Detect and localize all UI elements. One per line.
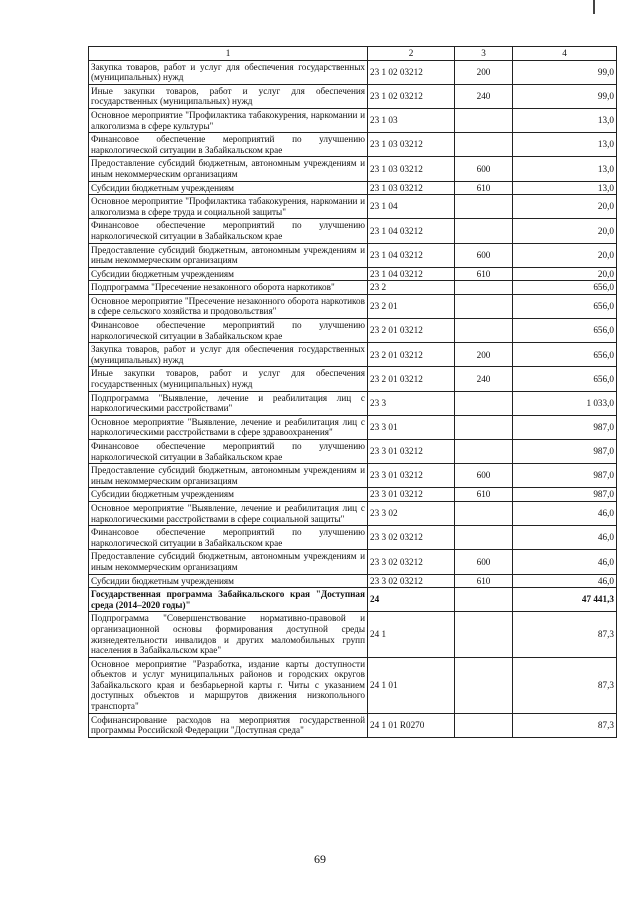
row-amount-cell: 46,0 <box>513 526 617 550</box>
row-name-cell: Подпрограмма "Пресечение незаконного оборота наркотиков" <box>89 281 368 295</box>
row-code-cell: 23 1 04 03212 <box>368 267 455 281</box>
row-code-cell: 23 1 02 03212 <box>368 84 455 108</box>
row-code-cell: 23 1 04 03212 <box>368 219 455 243</box>
row-name-cell: Основное мероприятие "Пресечение незаконного оборота наркотиков в сфере сельского хозяйства и продовольствия" <box>89 294 368 318</box>
row-name-cell: Иные закупки товаров, работ и услуг для обеспечения государственных (муниципальных) нужд <box>89 84 368 108</box>
row-code-cell: 23 2 01 03212 <box>368 319 455 343</box>
row-name-cell: Субсидии бюджетным учреждениям <box>89 181 368 195</box>
table-row <box>89 713 617 737</box>
table-header-row <box>89 47 617 61</box>
row-amount-cell: 1 033,0 <box>513 391 617 415</box>
table-row <box>89 84 617 108</box>
row-name-cell: Основное мероприятие "Выявление, лечение и реабилитация лиц с наркологическими расстройствами в сфере здравоохранения" <box>89 415 368 439</box>
row-type-cell <box>455 281 513 295</box>
row-code-cell: 23 3 01 03212 <box>368 440 455 464</box>
row-code-cell: 23 2 01 <box>368 294 455 318</box>
table-row <box>89 391 617 415</box>
table-row <box>89 60 617 84</box>
table-row <box>89 267 617 281</box>
row-type-cell: 610 <box>455 267 513 281</box>
row-code-cell: 24 1 <box>368 612 455 657</box>
table-row <box>89 501 617 525</box>
row-type-cell <box>455 588 513 612</box>
table-row <box>89 657 617 713</box>
row-amount-cell: 987,0 <box>513 440 617 464</box>
row-name-cell: Подпрограмма "Совершенствование нормативно-правовой и организационной основы формирования доступной среды жизнедеятельности инвалидов и других маломобильных групп населения в Забайкальском крае" <box>89 612 368 657</box>
row-name-cell: Субсидии бюджетным учреждениям <box>89 488 368 502</box>
table-row <box>89 219 617 243</box>
row-type-cell: 610 <box>455 574 513 588</box>
row-amount-cell: 46,0 <box>513 550 617 574</box>
row-name-cell: Финансовое обеспечение мероприятий по улучшению наркологической ситуации в Забайкальском крае <box>89 319 368 343</box>
row-name-cell: Предоставление субсидий бюджетным, автономным учреждениям и иным некоммерческим организациям <box>89 464 368 488</box>
row-code-cell: 24 <box>368 588 455 612</box>
row-type-cell <box>455 657 513 713</box>
row-amount-cell: 20,0 <box>513 219 617 243</box>
row-name-cell: Предоставление субсидий бюджетным, автономным учреждениям и иным некоммерческим организациям <box>89 157 368 181</box>
row-type-cell <box>455 526 513 550</box>
row-code-cell: 23 3 02 03212 <box>368 574 455 588</box>
table-row <box>89 526 617 550</box>
row-amount-cell: 20,0 <box>513 267 617 281</box>
row-code-cell: 23 3 01 <box>368 415 455 439</box>
row-name-cell: Государственная программа Забайкальского края "Доступная среда (2014–2020 годы)" <box>89 588 368 612</box>
row-type-cell: 600 <box>455 243 513 267</box>
row-code-cell: 23 3 01 03212 <box>368 488 455 502</box>
row-name-cell: Финансовое обеспечение мероприятий по улучшению наркологической ситуации в Забайкальском крае <box>89 440 368 464</box>
column-header-4: 4 <box>513 47 617 61</box>
row-amount-cell: 46,0 <box>513 501 617 525</box>
table-row <box>89 464 617 488</box>
row-name-cell: Финансовое обеспечение мероприятий по улучшению наркологической ситуации в Забайкальском крае <box>89 526 368 550</box>
row-amount-cell: 87,3 <box>513 713 617 737</box>
row-name-cell: Финансовое обеспечение мероприятий по улучшению наркологической ситуации в Забайкальском крае <box>89 133 368 157</box>
row-amount-cell: 99,0 <box>513 84 617 108</box>
table-row <box>89 588 617 612</box>
row-amount-cell: 13,0 <box>513 108 617 132</box>
row-type-cell <box>455 713 513 737</box>
table-row <box>89 108 617 132</box>
row-code-cell: 23 3 02 03212 <box>368 526 455 550</box>
row-amount-cell: 13,0 <box>513 181 617 195</box>
table-row <box>89 574 617 588</box>
table-row <box>89 181 617 195</box>
row-type-cell <box>455 219 513 243</box>
row-code-cell: 24 1 01 <box>368 657 455 713</box>
row-name-cell: Основное мероприятие "Профилактика табакокурения, наркомании и алкоголизма в сфере культуры" <box>89 108 368 132</box>
row-name-cell: Подпрограмма "Выявление, лечение и реабилитация лиц с наркологическими расстройствами" <box>89 391 368 415</box>
row-name-cell: Субсидии бюджетным учреждениям <box>89 267 368 281</box>
row-code-cell: 23 3 01 03212 <box>368 464 455 488</box>
table-row <box>89 294 617 318</box>
row-amount-cell: 656,0 <box>513 343 617 367</box>
column-header-3: 3 <box>455 47 513 61</box>
row-name-cell: Закупка товаров, работ и услуг для обеспечения государственных (муниципальных) нужд <box>89 60 368 84</box>
page-number: 69 <box>314 852 326 866</box>
row-code-cell: 23 1 03 03212 <box>368 181 455 195</box>
row-type-cell: 200 <box>455 60 513 84</box>
row-amount-cell: 46,0 <box>513 574 617 588</box>
row-code-cell: 23 2 01 03212 <box>368 343 455 367</box>
row-code-cell: 23 1 03 03212 <box>368 157 455 181</box>
table-row <box>89 343 617 367</box>
row-amount-cell: 20,0 <box>513 243 617 267</box>
table-row <box>89 133 617 157</box>
row-type-cell <box>455 195 513 219</box>
table-row <box>89 415 617 439</box>
row-code-cell: 23 3 02 03212 <box>368 550 455 574</box>
row-name-cell: Софинансирование расходов на мероприятия государственной программы Российской Федерации "Доступная среда" <box>89 713 368 737</box>
table-row <box>89 319 617 343</box>
row-name-cell: Субсидии бюджетным учреждениям <box>89 574 368 588</box>
table-body <box>89 60 617 737</box>
row-amount-cell: 987,0 <box>513 488 617 502</box>
row-type-cell <box>455 108 513 132</box>
row-code-cell: 24 1 01 R0270 <box>368 713 455 737</box>
row-code-cell: 23 1 04 03212 <box>368 243 455 267</box>
row-type-cell <box>455 319 513 343</box>
row-name-cell: Основное мероприятие "Выявление, лечение и реабилитация лиц с наркологическими расстройствами в сфере социальной защиты" <box>89 501 368 525</box>
row-code-cell: 23 2 01 03212 <box>368 367 455 391</box>
column-header-1: 1 <box>89 47 368 61</box>
row-type-cell: 200 <box>455 343 513 367</box>
column-header-2: 2 <box>368 47 455 61</box>
row-name-cell: Финансовое обеспечение мероприятий по улучшению наркологической ситуации в Забайкальском крае <box>89 219 368 243</box>
row-amount-cell: 656,0 <box>513 367 617 391</box>
row-amount-cell: 656,0 <box>513 294 617 318</box>
table-row <box>89 488 617 502</box>
row-amount-cell: 87,3 <box>513 612 617 657</box>
table-row <box>89 367 617 391</box>
row-type-cell <box>455 391 513 415</box>
row-amount-cell: 656,0 <box>513 319 617 343</box>
table-row <box>89 612 617 657</box>
row-code-cell: 23 3 02 <box>368 501 455 525</box>
row-type-cell: 600 <box>455 157 513 181</box>
table-row <box>89 157 617 181</box>
row-amount-cell: 99,0 <box>513 60 617 84</box>
row-type-cell: 600 <box>455 550 513 574</box>
row-code-cell: 23 1 04 <box>368 195 455 219</box>
scan-mark <box>593 0 595 14</box>
row-type-cell <box>455 501 513 525</box>
row-type-cell: 600 <box>455 464 513 488</box>
row-name-cell: Иные закупки товаров, работ и услуг для обеспечения государственных (муниципальных) нужд <box>89 367 368 391</box>
row-type-cell: 240 <box>455 367 513 391</box>
row-amount-cell: 656,0 <box>513 281 617 295</box>
row-type-cell <box>455 612 513 657</box>
row-code-cell: 23 3 <box>368 391 455 415</box>
row-amount-cell: 87,3 <box>513 657 617 713</box>
row-name-cell: Предоставление субсидий бюджетным, автономным учреждениям и иным некоммерческим организациям <box>89 550 368 574</box>
row-amount-cell: 20,0 <box>513 195 617 219</box>
row-type-cell <box>455 415 513 439</box>
row-type-cell <box>455 133 513 157</box>
row-amount-cell: 987,0 <box>513 415 617 439</box>
row-amount-cell: 987,0 <box>513 464 617 488</box>
row-code-cell: 23 2 <box>368 281 455 295</box>
table-row <box>89 440 617 464</box>
row-name-cell: Основное мероприятие "Профилактика табакокурения, наркомании и алкоголизма в сфере труда и социальной защиты" <box>89 195 368 219</box>
row-type-cell: 610 <box>455 181 513 195</box>
row-amount-cell: 13,0 <box>513 157 617 181</box>
table-row <box>89 550 617 574</box>
row-name-cell: Закупка товаров, работ и услуг для обеспечения государственных (муниципальных) нужд <box>89 343 368 367</box>
table-row <box>89 243 617 267</box>
table-row <box>89 195 617 219</box>
row-name-cell: Основное мероприятие "Разработка, издание карты доступности объектов и услуг муниципальных районов и городских округов Забайкальского края и безбарьерной карты г. Читы с указанием доступных объектов и маршрутов движения низкопольного транспорта" <box>89 657 368 713</box>
row-name-cell: Предоставление субсидий бюджетным, автономным учреждениям и иным некоммерческим организациям <box>89 243 368 267</box>
row-code-cell: 23 1 03 <box>368 108 455 132</box>
row-amount-cell: 47 441,3 <box>513 588 617 612</box>
table-row <box>89 281 617 295</box>
row-type-cell <box>455 440 513 464</box>
budget-table <box>88 46 617 738</box>
row-type-cell: 240 <box>455 84 513 108</box>
row-type-cell: 610 <box>455 488 513 502</box>
row-code-cell: 23 1 02 03212 <box>368 60 455 84</box>
row-code-cell: 23 1 03 03212 <box>368 133 455 157</box>
row-amount-cell: 13,0 <box>513 133 617 157</box>
row-type-cell <box>455 294 513 318</box>
